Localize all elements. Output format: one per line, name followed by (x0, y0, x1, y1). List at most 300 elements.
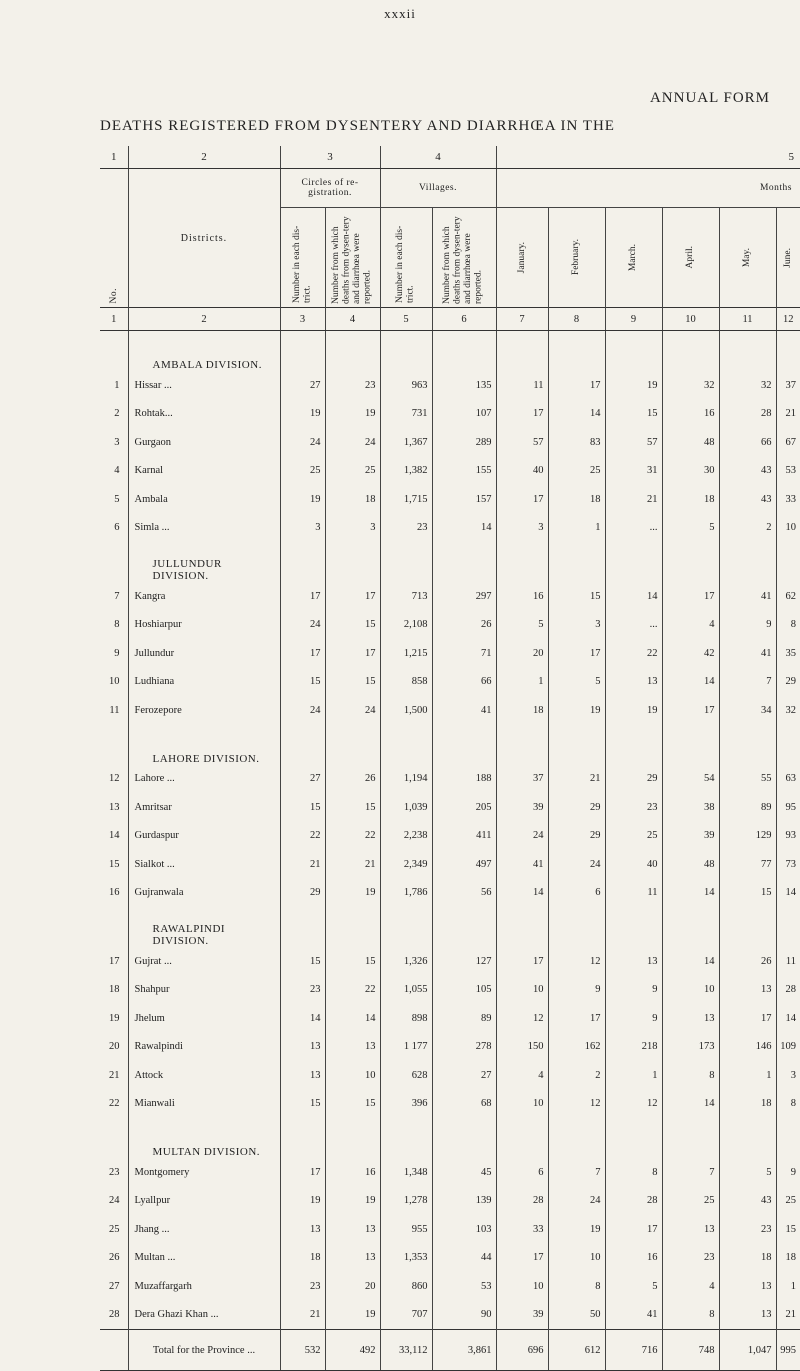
row-number: 4 (114, 465, 120, 477)
table-cell: 17 (280, 582, 325, 611)
table-cell: 18 (280, 1244, 325, 1273)
district-name: Rohtak... (128, 400, 280, 429)
table-cell: 4 (496, 1061, 548, 1090)
table-cell: 13 (719, 976, 776, 1005)
table-cell: 12 (548, 947, 605, 976)
column-number: 1 (100, 308, 128, 331)
table-cell: 19 (548, 696, 605, 725)
table-cell: 22 (325, 976, 380, 1005)
table-cell: 13 (662, 1004, 719, 1033)
table-cell: 8 (662, 1061, 719, 1090)
table-cell: 3 (776, 1061, 800, 1090)
table-cell: 3 (496, 514, 548, 543)
total-cell: 532 (280, 1330, 325, 1371)
table-cell: 32 (776, 696, 800, 725)
table-cell: 63 (776, 765, 800, 794)
table-cell: 21 (776, 400, 800, 429)
table-cell: 858 (380, 668, 432, 697)
district-name: Hissar ... (128, 371, 280, 400)
district-name: Lyallpur (128, 1187, 280, 1216)
table-cell: 48 (662, 428, 719, 457)
table-cell: 68 (432, 1090, 496, 1119)
table-cell: 39 (662, 822, 719, 851)
division-name: LAHORE DIVISION. (128, 725, 280, 765)
row-number: 6 (114, 522, 120, 534)
table-cell: 5 (719, 1158, 776, 1187)
table-cell: 17 (662, 582, 719, 611)
total-row (100, 1330, 800, 1371)
table-cell: 1,326 (380, 947, 432, 976)
table-cell: 16 (662, 400, 719, 429)
table-cell: 107 (432, 400, 496, 429)
table-cell: 17 (496, 400, 548, 429)
table-cell: 17 (605, 1215, 662, 1244)
table-row (100, 696, 800, 725)
table-cell: 150 (496, 1033, 548, 1062)
row-number: 20 (109, 1041, 120, 1053)
table-cell: 21 (280, 850, 325, 879)
table-cell: 1 (548, 514, 605, 543)
table-cell: 24 (280, 696, 325, 725)
division-row (100, 725, 800, 765)
total-cell: 3,861 (432, 1330, 496, 1371)
registration-table (100, 146, 800, 1371)
district-name: Attock (128, 1061, 280, 1090)
table-cell: 19 (280, 485, 325, 514)
table-cell: 18 (548, 485, 605, 514)
table-row (100, 976, 800, 1005)
table-cell: 26 (719, 947, 776, 976)
table-cell: 40 (496, 457, 548, 486)
table-row (100, 947, 800, 976)
table-cell: 15 (280, 668, 325, 697)
table-cell: 11 (605, 879, 662, 908)
table-cell: 24 (280, 428, 325, 457)
table-cell: 18 (719, 1090, 776, 1119)
table-cell: 89 (432, 1004, 496, 1033)
table-cell: 1,786 (380, 879, 432, 908)
table-cell: 8 (662, 1301, 719, 1330)
table-header (100, 146, 800, 331)
table-cell: 2 (548, 1061, 605, 1090)
table-row (100, 1004, 800, 1033)
row-number: 2 (114, 408, 120, 420)
circles-number-header: Number in each dis-trict. (291, 225, 312, 303)
table-cell: 146 (719, 1033, 776, 1062)
table-cell: 2,238 (380, 822, 432, 851)
table-cell: 1 (776, 1272, 800, 1301)
table-cell: 14 (432, 514, 496, 543)
table-cell: 17 (280, 1158, 325, 1187)
group-number: 1 (100, 146, 128, 169)
row-number: 13 (109, 801, 120, 813)
district-name: Sialkot ... (128, 850, 280, 879)
table-cell: 29 (776, 668, 800, 697)
table-cell: 1 (496, 668, 548, 697)
table-cell: 24 (325, 696, 380, 725)
circles-header: Circles of re-gistration. (280, 169, 380, 208)
table-cell: 19 (280, 1187, 325, 1216)
column-number: 7 (496, 308, 548, 331)
circles-deaths-header: Number from which deaths from dysen-tery and diarrhœa were reported. (330, 215, 372, 304)
table-cell: 14 (662, 1090, 719, 1119)
table-cell: 14 (325, 1004, 380, 1033)
table-cell: 17 (280, 639, 325, 668)
table-cell: 41 (432, 696, 496, 725)
table-cell: 23 (662, 1244, 719, 1273)
table-cell: 24 (496, 822, 548, 851)
table-cell: 24 (548, 850, 605, 879)
column-number: 12 (776, 308, 800, 331)
table-cell: 14 (662, 668, 719, 697)
table-cell: 1,055 (380, 976, 432, 1005)
table-cell: 12 (548, 1090, 605, 1119)
table-cell: 13 (280, 1061, 325, 1090)
table-row (100, 765, 800, 794)
table-row (100, 1215, 800, 1244)
table-cell: 8 (776, 611, 800, 640)
table-cell: 1,348 (380, 1158, 432, 1187)
table-cell: 16 (605, 1244, 662, 1273)
month-header-june: June. (783, 247, 793, 268)
district-name: Ambala (128, 485, 280, 514)
table-cell: 10 (325, 1061, 380, 1090)
districts-header: Districts. (128, 169, 280, 308)
column-number: 3 (280, 308, 325, 331)
table-cell: 18 (719, 1244, 776, 1273)
table-cell: 15 (280, 793, 325, 822)
table-cell: 26 (432, 611, 496, 640)
district-name: Jhang ... (128, 1215, 280, 1244)
table-cell: ... (605, 611, 662, 640)
table-cell: 1 177 (380, 1033, 432, 1062)
table-cell: 27 (280, 765, 325, 794)
district-name: Gurgaon (128, 428, 280, 457)
district-name: Gujranwala (128, 879, 280, 908)
total-cell: 33,112 (380, 1330, 432, 1371)
table-cell: 21 (325, 850, 380, 879)
table-cell: 497 (432, 850, 496, 879)
table-cell: 33 (776, 485, 800, 514)
villages-number-header: Number in each dis-trict. (395, 225, 416, 303)
table-cell: 15 (325, 947, 380, 976)
table-row (100, 639, 800, 668)
group-number: 2 (128, 146, 280, 169)
table-cell: 23 (325, 371, 380, 400)
table-cell: 23 (280, 976, 325, 1005)
table-cell: 13 (325, 1244, 380, 1273)
table-cell: 23 (719, 1215, 776, 1244)
table-cell: 1 (719, 1061, 776, 1090)
villages-header: Villages. (380, 169, 496, 208)
group-number: 5 (496, 146, 800, 169)
table-cell: 55 (719, 765, 776, 794)
district-name: Ferozepore (128, 696, 280, 725)
row-number: 18 (109, 984, 120, 996)
row-number: 14 (109, 830, 120, 842)
total-cell: 612 (548, 1330, 605, 1371)
table-cell: 56 (432, 879, 496, 908)
table-cell: 19 (325, 400, 380, 429)
table-cell: 71 (432, 639, 496, 668)
table-cell: 3 (548, 611, 605, 640)
table-cell: 127 (432, 947, 496, 976)
table-cell: 25 (548, 457, 605, 486)
row-number: 12 (109, 773, 120, 785)
table-cell: 19 (280, 400, 325, 429)
table-cell: 27 (280, 371, 325, 400)
table-cell: 4 (662, 611, 719, 640)
division-name: RAWALPINDI DIVISION. (128, 907, 280, 947)
table-cell: 15 (325, 611, 380, 640)
district-name: Ludhiana (128, 668, 280, 697)
table-cell: 7 (548, 1158, 605, 1187)
table-cell: 20 (496, 639, 548, 668)
table-cell: 29 (605, 765, 662, 794)
column-number: 8 (548, 308, 605, 331)
table-cell: 14 (662, 879, 719, 908)
table-cell: 9 (776, 1158, 800, 1187)
table-cell: 628 (380, 1061, 432, 1090)
table-cell: 1,278 (380, 1187, 432, 1216)
division-row (100, 331, 800, 372)
table-cell: ... (605, 514, 662, 543)
table-cell: 18 (496, 696, 548, 725)
table-row (100, 485, 800, 514)
table-cell: 9 (605, 976, 662, 1005)
table-cell: 57 (605, 428, 662, 457)
row-number: 5 (114, 493, 120, 505)
table-cell: 11 (496, 371, 548, 400)
table-cell: 50 (548, 1301, 605, 1330)
table-cell: 18 (325, 485, 380, 514)
row-number: 16 (109, 887, 120, 899)
table-cell: 10 (496, 976, 548, 1005)
column-number: 9 (605, 308, 662, 331)
table-cell: 713 (380, 582, 432, 611)
table-cell: 13 (719, 1272, 776, 1301)
table-cell: 173 (662, 1033, 719, 1062)
table-cell: 43 (719, 457, 776, 486)
row-number: 11 (109, 704, 120, 716)
group-number: 3 (280, 146, 380, 169)
district-name: Gurdaspur (128, 822, 280, 851)
table-cell: 898 (380, 1004, 432, 1033)
table-cell: 129 (719, 822, 776, 851)
table-cell: 1,382 (380, 457, 432, 486)
table-cell: 707 (380, 1301, 432, 1330)
table-row (100, 371, 800, 400)
column-number: 11 (719, 308, 776, 331)
table-cell: 109 (776, 1033, 800, 1062)
table-cell: 1,500 (380, 696, 432, 725)
table-cell: 1,215 (380, 639, 432, 668)
total-cell: 716 (605, 1330, 662, 1371)
table-cell: 9 (605, 1004, 662, 1033)
table-cell: 17 (548, 371, 605, 400)
table-cell: 9 (548, 976, 605, 1005)
table-cell: 1,194 (380, 765, 432, 794)
table-cell: 15 (280, 1090, 325, 1119)
table-cell: 4 (662, 1272, 719, 1301)
row-number: 26 (109, 1252, 120, 1264)
district-name: Gujrat ... (128, 947, 280, 976)
district-name: Hoshiarpur (128, 611, 280, 640)
table-cell: 24 (280, 611, 325, 640)
months-header: Months (496, 169, 800, 208)
table-cell: 43 (719, 485, 776, 514)
table-cell: 19 (325, 1301, 380, 1330)
table-cell: 18 (776, 1244, 800, 1273)
table-cell: 396 (380, 1090, 432, 1119)
table-cell: 10 (496, 1090, 548, 1119)
table-row (100, 1061, 800, 1090)
table-cell: 15 (548, 582, 605, 611)
table-cell: 12 (605, 1090, 662, 1119)
table-cell: 7 (719, 668, 776, 697)
table-cell: 25 (325, 457, 380, 486)
villages-deaths-header: Number from which deaths from dysen-tery and diarrhœa were reported. (442, 215, 484, 304)
table-cell: 103 (432, 1215, 496, 1244)
table-row (100, 1158, 800, 1187)
month-header-february: February. (571, 239, 582, 276)
table-cell: 15 (719, 879, 776, 908)
table-cell: 38 (662, 793, 719, 822)
table-cell: 14 (605, 582, 662, 611)
table-cell: 157 (432, 485, 496, 514)
table-cell: 39 (496, 793, 548, 822)
table-cell: 139 (432, 1187, 496, 1216)
column-number: 5 (380, 308, 432, 331)
table-cell: 17 (496, 947, 548, 976)
table-cell: 731 (380, 400, 432, 429)
table-cell: 54 (662, 765, 719, 794)
table-cell: 1,367 (380, 428, 432, 457)
table-cell: 24 (548, 1187, 605, 1216)
table-cell: 1,715 (380, 485, 432, 514)
table-cell: 28 (719, 400, 776, 429)
table-cell: 13 (280, 1033, 325, 1062)
table-cell: 278 (432, 1033, 496, 1062)
table-cell: 32 (662, 371, 719, 400)
table-cell: 12 (496, 1004, 548, 1033)
row-number: 28 (109, 1309, 120, 1321)
table-cell: 963 (380, 371, 432, 400)
table-cell: 19 (548, 1215, 605, 1244)
table-cell: 29 (548, 793, 605, 822)
table-cell: 15 (325, 1090, 380, 1119)
table-cell: 2 (719, 514, 776, 543)
table-cell: 18 (662, 485, 719, 514)
table-cell: 19 (605, 371, 662, 400)
column-number: 6 (432, 308, 496, 331)
table-cell: 13 (325, 1033, 380, 1062)
row-number: 17 (109, 955, 120, 967)
table-cell: 17 (325, 639, 380, 668)
table-cell: 42 (662, 639, 719, 668)
division-name: MULTAN DIVISION. (128, 1118, 280, 1158)
table-cell: 10 (548, 1244, 605, 1273)
table-cell: 35 (776, 639, 800, 668)
month-header-march: March. (628, 243, 639, 272)
table-cell: 41 (605, 1301, 662, 1330)
table-cell: 17 (496, 485, 548, 514)
district-name: Rawalpindi (128, 1033, 280, 1062)
total-cell: 696 (496, 1330, 548, 1371)
district-name: Multan ... (128, 1244, 280, 1273)
table-cell: 29 (280, 879, 325, 908)
table-row (100, 822, 800, 851)
row-number: 25 (109, 1223, 120, 1235)
table-cell: 297 (432, 582, 496, 611)
total-label: Total for the Province ... (128, 1330, 280, 1371)
row-number: 27 (109, 1280, 120, 1292)
table-cell: 21 (776, 1301, 800, 1330)
district-name: Dera Ghazi Khan ... (128, 1301, 280, 1330)
table-cell: 10 (776, 514, 800, 543)
table-cell: 8 (605, 1158, 662, 1187)
table-cell: 5 (605, 1272, 662, 1301)
main-title: DEATHS REGISTERED FROM DYSENTERY AND DIARRHŒA IN THE (100, 118, 615, 134)
division-name: JULLUNDUR DIVISION. (128, 542, 280, 582)
table-cell: 3 (280, 514, 325, 543)
table-cell: 19 (325, 879, 380, 908)
table-cell: 28 (776, 976, 800, 1005)
table-cell: 62 (776, 582, 800, 611)
column-number: 10 (662, 308, 719, 331)
table-row (100, 428, 800, 457)
table-cell: 73 (776, 850, 800, 879)
district-name: Karnal (128, 457, 280, 486)
division-name: AMBALA DIVISION. (128, 331, 280, 372)
table-cell: 22 (325, 822, 380, 851)
table-row (100, 793, 800, 822)
table-cell: 40 (605, 850, 662, 879)
table-cell: 3 (325, 514, 380, 543)
table-cell: 10 (496, 1272, 548, 1301)
no-header: No. (108, 287, 119, 303)
table-cell: 31 (605, 457, 662, 486)
table-cell: 57 (496, 428, 548, 457)
table-cell: 19 (605, 696, 662, 725)
table-cell: 25 (280, 457, 325, 486)
district-name: Simla ... (128, 514, 280, 543)
table-cell: 30 (662, 457, 719, 486)
table-cell: 7 (662, 1158, 719, 1187)
table-cell: 5 (662, 514, 719, 543)
table-cell: 53 (432, 1272, 496, 1301)
table-cell: 16 (325, 1158, 380, 1187)
table-row (100, 1187, 800, 1216)
row-number: 3 (114, 436, 120, 448)
table-row (100, 457, 800, 486)
table-cell: 13 (605, 668, 662, 697)
table-cell: 16 (496, 582, 548, 611)
table-cell: 15 (605, 400, 662, 429)
table-cell: 17 (496, 1244, 548, 1273)
table-cell: 26 (325, 765, 380, 794)
district-name: Mianwali (128, 1090, 280, 1119)
table-cell: 41 (719, 582, 776, 611)
table-cell: 955 (380, 1215, 432, 1244)
table-cell: 2,349 (380, 850, 432, 879)
table-cell: 13 (605, 947, 662, 976)
table-cell: 66 (719, 428, 776, 457)
table-cell: 17 (548, 639, 605, 668)
table-cell: 17 (719, 1004, 776, 1033)
form-title: ANNUAL FORM (649, 90, 770, 106)
month-header-april: April. (685, 246, 696, 269)
